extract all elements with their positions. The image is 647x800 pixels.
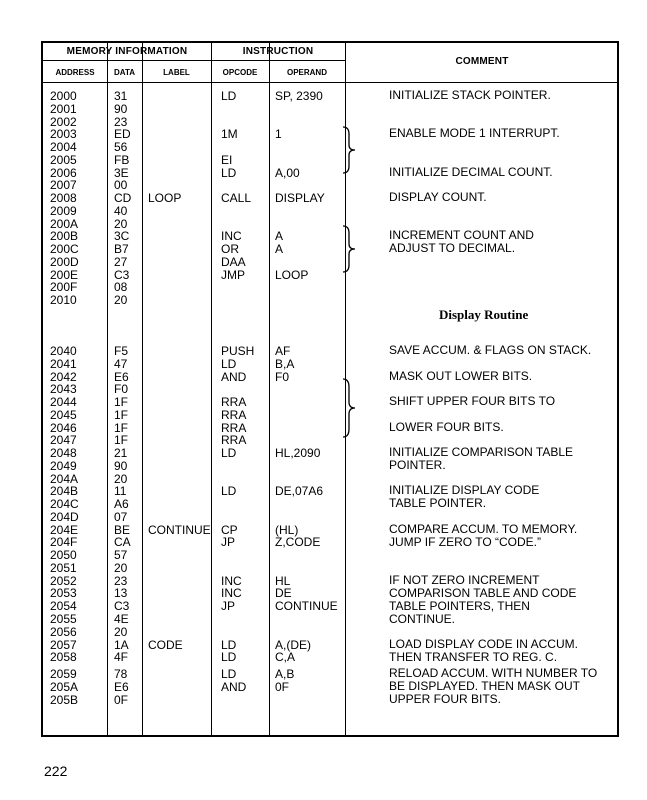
address-cell: 2045 bbox=[50, 407, 77, 422]
comment-text: SAVE ACCUM. & FLAGS ON STACK. bbox=[389, 343, 592, 357]
data-cell: F0 bbox=[114, 382, 129, 397]
comment-text: SHIFT UPPER FOUR BITS TO bbox=[389, 394, 556, 408]
data-column-header: DATA bbox=[113, 68, 136, 77]
memory-information-header: MEMORY INFORMATION bbox=[66, 46, 188, 57]
label-column-header: LABEL bbox=[163, 68, 190, 77]
address-cell: 204D bbox=[50, 509, 79, 524]
comment-text: COMPARE ACCUM. TO MEMORY. JUMP IF ZERO TO “CODE.” bbox=[389, 521, 578, 549]
data-cell: ED bbox=[114, 127, 131, 142]
opcode-cell: LD bbox=[221, 667, 237, 681]
address-cell: 2058 bbox=[50, 650, 77, 665]
operand-cell: 0F bbox=[275, 679, 290, 694]
comment-text: IF NOT ZERO INCREMENT COMPARISON TABLE AND CODE TABLE POINTERS, THEN CONTINUE. bbox=[389, 572, 577, 626]
address-cell: 2052 bbox=[50, 573, 77, 588]
address-cell: 2055 bbox=[50, 612, 77, 626]
data-cell: E6 bbox=[114, 679, 129, 694]
address-cell: 2051 bbox=[50, 560, 77, 575]
column-rule-opcode bbox=[211, 43, 212, 735]
data-cell: 20 bbox=[114, 560, 128, 575]
address-cell: 2004 bbox=[50, 140, 77, 154]
column-rule-operand bbox=[269, 43, 270, 735]
data-cell: 21 bbox=[114, 446, 128, 461]
comment-text: LOWER FOUR BITS. bbox=[389, 419, 504, 434]
comment-text: INITIALIZE STACK POINTER. bbox=[389, 88, 551, 102]
operand-cell: CONTINUE bbox=[275, 599, 338, 614]
address-column-header: ADDRESS bbox=[55, 68, 95, 77]
operand-cell: SP, 2390 bbox=[275, 89, 323, 103]
data-cell: 90 bbox=[114, 101, 128, 116]
data-cell: 3E bbox=[114, 165, 129, 180]
address-cell: 2050 bbox=[50, 548, 77, 563]
operand-cell: AF bbox=[275, 344, 291, 358]
data-cell: 40 bbox=[114, 203, 128, 218]
page-number: 222 bbox=[44, 763, 68, 779]
operand-cell: HL bbox=[275, 573, 291, 588]
operand-cell: DE,07A6 bbox=[275, 484, 324, 499]
address-cell: 2053 bbox=[50, 586, 77, 601]
data-cell: 1A bbox=[114, 637, 129, 652]
address-cell: 2000 bbox=[50, 89, 77, 103]
operand-cell: 1 bbox=[275, 127, 282, 142]
data-cell: 23 bbox=[114, 573, 128, 588]
address-cell: 2043 bbox=[50, 382, 77, 397]
operand-cell: C,A bbox=[275, 650, 296, 665]
opcode-cell: LD bbox=[221, 637, 237, 652]
opcode-cell: RRA bbox=[221, 395, 247, 409]
operand-cell: DISPLAY bbox=[275, 191, 325, 206]
opcode-cell: LD bbox=[221, 356, 237, 371]
comment-text: INITIALIZE DECIMAL COUNT. bbox=[389, 164, 553, 179]
operand-cell: HL,2090 bbox=[275, 446, 321, 461]
data-cell: 4E bbox=[114, 612, 129, 626]
header-divider bbox=[43, 60, 345, 61]
label-cell: CONTINUE bbox=[148, 522, 211, 537]
address-cell: 205B bbox=[50, 692, 79, 707]
label-cell: CODE bbox=[148, 637, 183, 652]
comment-text: INCREMENT COUNT AND ADJUST TO DECIMAL. bbox=[389, 228, 534, 256]
operand-cell: LOOP bbox=[275, 267, 309, 282]
opcode-cell: LD bbox=[221, 89, 237, 103]
opcode-cell: 1M bbox=[221, 127, 238, 142]
opcode-cell: JP bbox=[221, 599, 236, 614]
opcode-cell: DAA bbox=[221, 254, 246, 269]
opcode-cell: AND bbox=[221, 679, 247, 694]
header-bottom-rule bbox=[43, 82, 617, 83]
opcode-cell: CALL bbox=[221, 191, 252, 206]
address-cell: 2001 bbox=[50, 101, 77, 116]
data-cell: 20 bbox=[114, 293, 128, 308]
address-cell: 2057 bbox=[50, 637, 77, 652]
address-cell: 2009 bbox=[50, 203, 77, 218]
opcode-cell: LD bbox=[221, 165, 237, 180]
data-cell: BE bbox=[114, 522, 131, 537]
data-cell: 27 bbox=[114, 254, 128, 269]
opcode-cell: LD bbox=[221, 446, 237, 461]
data-cell: 4F bbox=[114, 650, 129, 665]
data-cell: 1F bbox=[114, 395, 129, 409]
brace-shift-bits-icon bbox=[341, 378, 357, 438]
data-cell: CA bbox=[114, 535, 131, 550]
address-cell: 2010 bbox=[50, 293, 77, 308]
data-cell: 20 bbox=[114, 216, 128, 231]
opcode-cell: INC bbox=[221, 229, 242, 244]
data-cell: 08 bbox=[114, 280, 128, 295]
brace-enable-interrupt-icon bbox=[341, 126, 357, 174]
comment-text: INITIALIZE DISPLAY CODE TABLE POINTER. bbox=[389, 483, 540, 511]
address-cell: 200F bbox=[50, 280, 78, 295]
comment-text: LOAD DISPLAY CODE IN ACCUM. THEN TRANSFER TO REG. C. bbox=[389, 636, 578, 664]
operand-cell: B,A bbox=[275, 356, 295, 371]
data-cell: 1F bbox=[114, 420, 129, 435]
address-cell: 205A bbox=[50, 679, 79, 694]
data-cell: 20 bbox=[114, 471, 128, 486]
operand-column-header: OPERAND bbox=[286, 68, 327, 77]
display-routine-title: Display Routine bbox=[439, 307, 529, 322]
operand-cell: (HL) bbox=[275, 522, 299, 537]
address-cell: 2041 bbox=[50, 356, 77, 371]
address-cell: 2048 bbox=[50, 446, 77, 461]
operand-cell: A bbox=[275, 242, 284, 257]
operand-cell: F0 bbox=[275, 369, 290, 384]
operand-cell: A bbox=[275, 229, 284, 244]
address-cell: 2049 bbox=[50, 458, 77, 473]
opcode-cell: LD bbox=[221, 484, 237, 499]
data-cell: FB bbox=[114, 152, 130, 167]
data-cell: B7 bbox=[114, 242, 129, 257]
address-cell: 2005 bbox=[50, 152, 77, 167]
comment-text: MASK OUT LOWER BITS. bbox=[389, 368, 533, 383]
data-cell: CD bbox=[114, 191, 132, 206]
address-cell: 2056 bbox=[50, 624, 77, 639]
data-cell: A6 bbox=[114, 497, 129, 512]
opcode-cell: JMP bbox=[221, 267, 245, 282]
operand-cell: DE bbox=[275, 586, 292, 601]
data-cell: 00 bbox=[114, 178, 128, 193]
address-cell: 200B bbox=[50, 229, 79, 244]
data-cell: 11 bbox=[114, 484, 127, 499]
data-cell: 20 bbox=[114, 624, 128, 639]
opcode-column-header: OPCODE bbox=[222, 68, 258, 77]
opcode-cell: INC bbox=[221, 586, 242, 601]
address-cell: 200C bbox=[50, 242, 79, 257]
address-cell: 2054 bbox=[50, 599, 77, 614]
address-cell: 2059 bbox=[50, 667, 77, 681]
opcode-cell: JP bbox=[221, 535, 236, 550]
column-rule-label bbox=[142, 43, 143, 735]
data-cell: 13 bbox=[114, 586, 128, 601]
address-cell: 2046 bbox=[50, 420, 77, 435]
address-cell: 2042 bbox=[50, 369, 77, 384]
address-cell: 2002 bbox=[50, 114, 77, 129]
address-cell: 200D bbox=[50, 254, 79, 269]
data-cell: 90 bbox=[114, 458, 128, 473]
address-cell: 2006 bbox=[50, 165, 77, 180]
address-cell: 2047 bbox=[50, 433, 77, 448]
opcode-cell: CP bbox=[221, 522, 238, 537]
address-cell: 2008 bbox=[50, 191, 77, 206]
data-cell: 3C bbox=[114, 229, 130, 244]
opcode-cell: INC bbox=[221, 573, 242, 588]
opcode-cell: LD bbox=[221, 650, 237, 665]
operand-cell: A,B bbox=[275, 667, 295, 681]
data-cell: F5 bbox=[114, 344, 129, 358]
address-cell: 200A bbox=[50, 216, 79, 231]
address-cell: 204C bbox=[50, 497, 79, 512]
data-cell: 56 bbox=[114, 140, 128, 154]
operand-cell: Z,CODE bbox=[275, 535, 321, 550]
address-cell: 204B bbox=[50, 484, 79, 499]
comment-text: ENABLE MODE 1 INTERRUPT. bbox=[389, 126, 560, 141]
opcode-cell: PUSH bbox=[221, 344, 255, 358]
column-rule-data bbox=[107, 43, 108, 735]
data-cell: 23 bbox=[114, 114, 128, 129]
brace-increment-count-icon bbox=[341, 225, 357, 273]
address-cell: 204F bbox=[50, 535, 78, 550]
comment-text: RELOAD ACCUM. WITH NUMBER TO BE DISPLAYED. THEN MASK OUT UPPER FOUR BITS. bbox=[389, 666, 598, 706]
operand-cell: A,(DE) bbox=[275, 637, 311, 652]
opcode-cell: RRA bbox=[221, 420, 247, 435]
address-cell: 2044 bbox=[50, 395, 77, 409]
data-cell: 78 bbox=[114, 667, 128, 681]
data-cell: 1F bbox=[114, 407, 129, 422]
address-cell: 2007 bbox=[50, 178, 77, 193]
data-cell: 47 bbox=[114, 356, 128, 371]
data-cell: 07 bbox=[114, 509, 128, 524]
address-cell: 204A bbox=[50, 471, 79, 486]
operand-cell: A,00 bbox=[275, 165, 300, 180]
opcode-cell: EI bbox=[221, 152, 233, 167]
label-cell: LOOP bbox=[148, 191, 182, 206]
comment-text: INITIALIZE COMPARISON TABLE POINTER. bbox=[389, 445, 574, 473]
address-cell: 2003 bbox=[50, 127, 77, 142]
opcode-cell: RRA bbox=[221, 407, 247, 422]
program-listing-table bbox=[41, 41, 619, 737]
data-cell: C3 bbox=[114, 267, 130, 282]
address-cell: 204E bbox=[50, 522, 79, 537]
address-cell: 200E bbox=[50, 267, 79, 282]
data-cell: C3 bbox=[114, 599, 130, 614]
comment-text: DISPLAY COUNT. bbox=[389, 190, 487, 205]
opcode-cell: AND bbox=[221, 369, 247, 384]
data-cell: E6 bbox=[114, 369, 129, 384]
address-cell: 2040 bbox=[50, 344, 77, 358]
data-cell: 1F bbox=[114, 433, 129, 448]
comment-header: COMMENT bbox=[455, 56, 509, 67]
opcode-cell: OR bbox=[221, 242, 239, 257]
instruction-header: INSTRUCTION bbox=[242, 46, 314, 57]
data-cell: 31 bbox=[114, 89, 128, 103]
opcode-cell: RRA bbox=[221, 433, 247, 448]
data-cell: 0F bbox=[114, 692, 129, 707]
data-cell: 57 bbox=[114, 548, 128, 563]
